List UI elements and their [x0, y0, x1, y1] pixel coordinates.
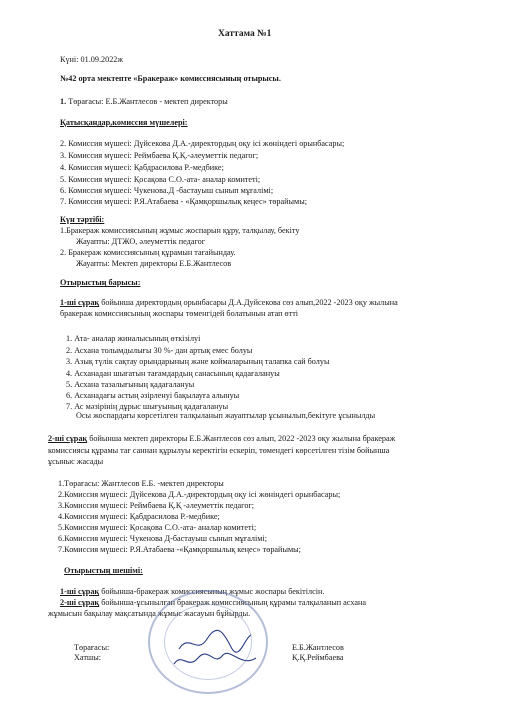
composition-item: 1.Төрағасы: Жантлесов Е.Б. -мектеп директоры: [58, 479, 224, 488]
participant-item: 5. Комиссия мүшесі: Қосақова С.О.-ата- аналар комитеті;: [60, 175, 261, 184]
chair-signature-name: Е.Б.Жантлесов: [292, 643, 344, 652]
plan-item: 3. Азық түлік сақтау орындарының және коймаларының талапка сай болуы: [66, 357, 330, 366]
plan-item: 7. Ас мәзірінің дұрыс шығуының қадағалануы: [66, 402, 229, 411]
secretary-signature: [170, 648, 260, 674]
decision-1-label: 1-ші сұрақ: [60, 587, 100, 596]
participants-heading: Қатысқандар,комиссия мүшелері:: [60, 118, 188, 127]
question-1-text-cont: бракераж комиссиясының жоспары төменгідей болатынын атап өтті: [60, 309, 299, 318]
decision-2-text: бойынша-ұсынылған бракераж комиссиясының құрамы талқыланып асхана: [99, 598, 366, 607]
agenda-responsible: Жауапты: ДТЖО, әлеуметтік педагог: [76, 237, 206, 246]
question-2-text: бойынша мектеп директоры Е.Б.Жантлесов сөз алып, 2022 -2023 оқу жылына бракераж: [87, 434, 396, 443]
participant-item: 6. Комиссия мүшесі: Чукенова.Д -бастауыш сынып мұғалімі;: [60, 186, 274, 195]
chair-line: [60, 97, 228, 107]
chair-signature-label: Төрағасы:: [74, 643, 110, 652]
question-1-label: 1-ші сұрақ: [60, 298, 100, 307]
secretary-signature-label: Хатшы:: [74, 653, 101, 662]
composition-item: 7.Комиссия мүшесі: Р.Я.Атабаева -«Қамқоршылық кеңес» төрайымы;: [58, 545, 301, 554]
question-1-text: бойынша директордың орынбасары Д.А.Дуйсекова сөз алып,2022 -2023 оқу жылына: [99, 298, 398, 307]
plan-item: 4. Асханадан шығатын тағамдардың санасының қадағалануы: [66, 369, 280, 378]
composition-item: 5.Комиссия мүшесі: Қосақова С.О.-ата- аналар комитеті;: [58, 523, 257, 532]
secretary-signature-name: Қ.Қ.Реймбаева: [292, 653, 344, 662]
plan-note: Осы жоспардағы көрсетілген талқыланып жауаптылар ұсынылып,бекітуге ұсынылды: [76, 411, 376, 420]
decision-2-text-cont: жұмысын бақылау мақсатында жұмыс жасауын бұйырды.: [48, 609, 251, 618]
plan-item: 6. Асханадағы астың әзірленуі бақылауға алынуы: [66, 391, 240, 400]
agenda-responsible: Жауапты: Мектеп директоры Е.Б.Жантлесов: [76, 259, 232, 268]
composition-item: 2.Комиссия мүшесі: Дүйсекова Д.А.-директордың оқу ісі жөніндегі орынбасары;: [58, 490, 341, 499]
question-2-text-cont: ұсыныс жасады: [48, 457, 104, 466]
question-2-text-cont: комиссиясы құрамы тағ саннан құрылуы керектігін ескеріп, төмендегі көрсетілген тізім бойынша: [48, 446, 390, 455]
agenda-item: 1.Бракераж комиссиясының жұмыс жоспарын құру, талқылау, бекіту: [60, 226, 300, 235]
question-1-line: [60, 298, 398, 308]
participant-item: 7. Комиссия мүшесі: Р.Я.Атабаева - «Қамқоршылық кеңес» төрайымы;: [60, 197, 307, 206]
progress-heading: Отырыстың барысы:: [60, 278, 141, 287]
document-title: Хаттама №1: [218, 29, 272, 39]
plan-item: 2. Асхана толымдылығы 30 %- дан артық емес болуы: [66, 346, 253, 355]
decision-heading: Отырыстың шешімі:: [64, 566, 143, 575]
agenda-heading: Күн тәртібі:: [60, 215, 105, 224]
composition-item: 3.Комиссия мүшесі: Реймбаева Қ.Қ -әлеуметтік педагог;: [58, 501, 255, 510]
agenda-item: 2. Бракераж комиссиясының құрамын тағайындау.: [60, 248, 236, 257]
decision-1-text: бойынша-бракераж комиссиясының жұмыс жоспары бекітілсін.: [99, 587, 325, 596]
decision-2-label: 2-ші сұрақ: [60, 598, 100, 607]
composition-item: 6.Комиссия мүшесі: Чукенова Д-бастауыш сынып мұғалімі;: [58, 534, 268, 543]
participant-item: 2. Комиссия мүшесі: Дүйсекова Д.А.-директордың оқу ісі жөніндегі орынбасары;: [60, 139, 345, 148]
composition-item: 4.Комиссия мүшесі: Қабдрасилова Р.-медбике;: [58, 512, 220, 521]
participant-item: 4. Комиссия мүшесі: Қабдрасилова Р.-медбике;: [60, 163, 224, 172]
chair-number: 1.: [60, 97, 67, 106]
question-2-line: [48, 434, 395, 444]
question-2-label: 2-ші сұрақ: [48, 434, 88, 443]
plan-item: 5. Асхана тазалығының қадағалануы: [66, 380, 195, 389]
meeting-header: №42 орта мектепте «Бракераж» комиссиясының отырысы.: [60, 74, 281, 83]
participant-item: 3. Комиссия мүшесі: Реймбаева Қ.Қ.-әлеуметтік педагог;: [60, 151, 259, 160]
document-date: Күні: 01.09.2022ж: [60, 55, 124, 64]
plan-item: 1. Ата- аналар жиналысының өткізілуі: [66, 334, 201, 343]
chair-text: Төрағасы: Е.Б.Жантлесов - мектеп директоры: [68, 97, 228, 106]
